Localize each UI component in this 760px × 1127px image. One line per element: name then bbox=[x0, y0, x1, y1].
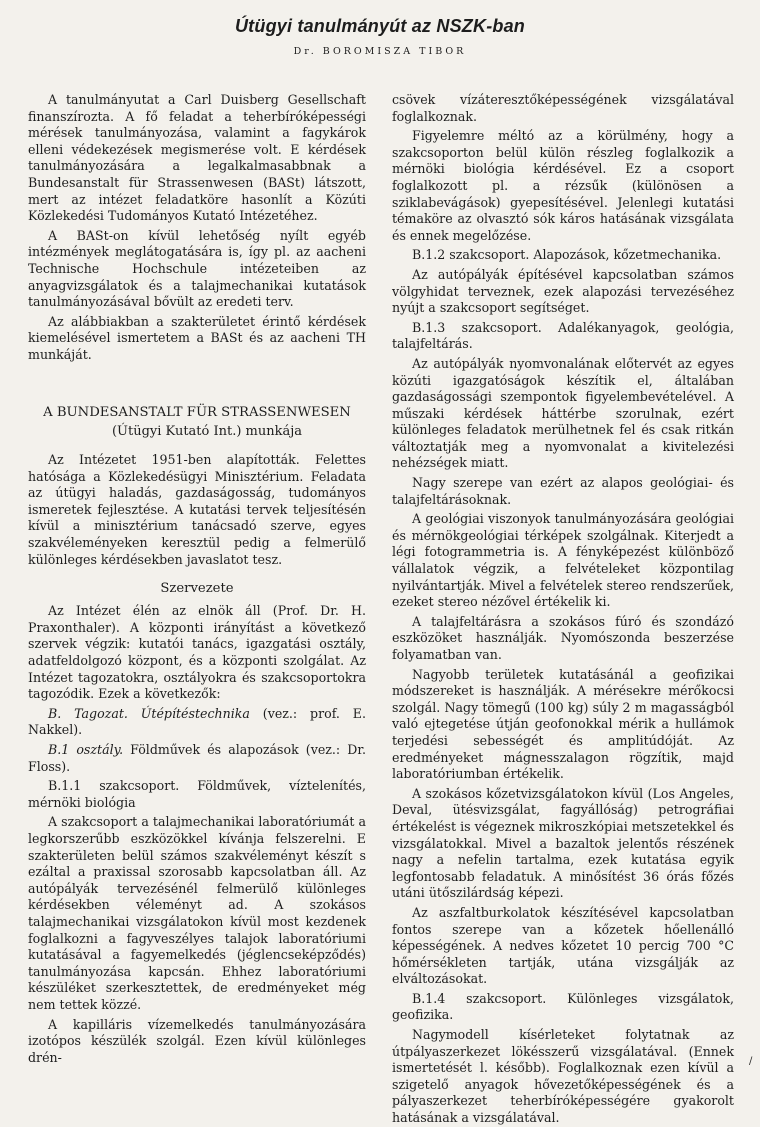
page-mark: / bbox=[749, 1056, 753, 1067]
paragraph: Figyelemre méltó az a körülmény, hogy a szakcsoporton belül külön részleg foglalkozik a mérnöki biológia kérdésével. Ez a csoport foglalkozott pl. a rézsűk (különösen a sziklabevágások) gyepesítésével. Jelenlegi kutatási témaköre az olvasztó sók káros hatásának vizsgálata és ennek megelőzése. bbox=[392, 128, 734, 243]
paragraph: Nagyobb területek kutatásánál a geofizikai módszereket is használják. A mérésekre mérőkocsi szolgál. Nagy tömegű (100 kg) súly 2 m magasságból való ejtegetése útján geofonokkal mérik a hullámok terjedési sebességét és amplitúdóját. Az eredményeket mágnesszalagon rögzítik, majd laboratóriumban értékelik. bbox=[392, 666, 734, 782]
paragraph: csövek vízáteresztőképességének vizsgálatával foglalkoznak. bbox=[392, 92, 734, 124]
italic-label: B.1 osztály. bbox=[48, 742, 124, 757]
paragraph: Az aszfaltburkolatok készítésével kapcsolatban fontos szerepe van a kőzetek hőellenálló képességének. A nedves kőzetet 10 percig 700 °C hőmérsékleten tartják, utána vizsgálják az elváltozásokat. bbox=[392, 904, 734, 987]
paragraph: Nagy szerepe van ezért az alapos geológiai- és talajfeltárásoknak. bbox=[392, 475, 734, 507]
paragraph: A szakcsoport a talajmechanikai laboratóriumát a legkorszerűbb eszközökkel kívánja felszerelni. E szakterületen belül számos szakvéleményt készít s ezáltal a praxissal szorosabb kapcsolatban áll. Az autópályák tervezésénél felmerülő különleges kérdésekben véleményt ad. A szokásos talajmechanikai vizsgálatokon kívül most kezdenek foglalkozni a fagyveszélyes talajok laboratóriumi kutatásával a fagyemelkedés (jéglencseképződés) tanulmányozása kapcsán. Ehhez laboratóriumi készüléket szerkesztettek, de eredményeket még nem tettek közzé. bbox=[28, 814, 366, 1012]
paragraph: A tanulmányutat a Carl Duisberg Gesellschaft finanszírozta. A fő feladat a teherbíróképességi mérések tanulmányozása, valamint a fagykárok elleni védekezések megismerése volt. E kérdések tanulmányozására a legalkalmasabbnak a Bundesanstalt für Strassenwesen (BASt) látszott, mert az intézet feladatköre hasonlít a Közúti Közlekedési Tudományos Kutató Intézetéhez. bbox=[28, 92, 366, 224]
paragraph: Az Intézet élén az elnök áll (Prof. Dr. H. Praxonthaler). A központi irányítást a következő szervek végzik: kutatói tanács, igazgatási osztály, adatfeldolgozó központ, és a központi szolgálat. Az Intézet tagozatokra, osztályokra és szakcsoportokra tagozódik. Ezek a következők: bbox=[28, 603, 366, 702]
paragraph: A geológiai viszonyok tanulmányozására geológiai és mérnökgeológiai térképek szolgálnak. Kiterjedt a légi fotogrammetria is. A fényképezést különböző vállalatok végzik, a felvételeket központilag nyilvántartják. Mivel a felvételek stereo rendszerűek, ezeket stereo nézővel értékelik ki. bbox=[392, 511, 734, 610]
paragraph: A kapilláris vízemelkedés tanulmányozására izotópos készülék szolgál. Ezen kívül különleges drén- bbox=[28, 1016, 366, 1065]
article-title: Útügyi tanulmányút az NSZK-ban bbox=[234, 16, 525, 36]
italic-label: B. Tagozat. Útépítéstechnika bbox=[48, 705, 250, 721]
author-line: Dr. BOROMISZA TIBOR bbox=[293, 46, 467, 57]
paragraph: B.1.4 szakcsoport. Különleges vizsgálatok, geofizika. bbox=[392, 990, 734, 1023]
paragraph: B.1.1 szakcsoport. Földművek, víztelenítés, mérnöki biológia bbox=[28, 778, 366, 810]
paragraph: B. Tagozat. Útépítéstechnika (vez.: prof. E. Nakkel). bbox=[28, 705, 366, 738]
paragraph: Az alábbiakban a szakterületet érintő kérdések kiemelésével ismertetem a BASt és az aacheni TH munkáját. bbox=[28, 313, 366, 362]
paragraph: B.1 osztály. Földművek és alapozások (vez.: Dr. Floss). bbox=[28, 742, 366, 774]
paragraph: B.1.3 szakcsoport. Adalékanyagok, geológia, talajfeltárás. bbox=[392, 319, 734, 352]
paragraph: Az Intézetet 1951-ben alapították. Felettes hatósága a Közlekedésügyi Minisztérium. Feladata az útügyi haladás, gazdaságosság, tudományos ismeretek fejlesztése. A kutatási tervek teljesítésén kívül a minisztérium tanácsadó szerve, egyes szakvéleményeken keresztül pedig a felmerülő különleges kérdésekben javaslatot tesz. bbox=[28, 452, 366, 567]
paragraph: Nagymodell kísérleteket folytatnak az útpályaszerkezet lökésszerű vizsgálatával. (Ennek ismertetését l. később). Foglalkoznak ezen kívül a szigetelő anyagok hővezetőképességének és a pályaszerkezet teherbíróképességére gyakorolt hatásának a vizsgálatával. bbox=[392, 1027, 734, 1126]
subsection-heading: Szervezete bbox=[160, 581, 234, 597]
paragraph: B.1.2 szakcsoport. Alapozások, kőzetmechanika. bbox=[412, 247, 722, 263]
section-heading: A BUNDESANSTALT FÜR STRASSENWESEN bbox=[43, 404, 351, 420]
paragraph: Az autópályák építésével kapcsolatban számos völgyhidat terveznek, ezek alapozási tervezéséhez nyújt a szakcsoport segítséget. bbox=[392, 266, 734, 316]
section-subheading: (Útügyi Kutató Int.) munkája bbox=[111, 423, 303, 439]
right-column bbox=[392, 92, 734, 1127]
left-column bbox=[28, 92, 366, 1066]
paragraph: A BASt-on kívül lehetőség nyílt egyéb intézmények meglátogatására is, így pl. az aacheni Technische Hochschule intézeteiben az anyagvizsgálatok és a talajmechanikai kutatások tanulmányozásával bővült az eredeti terv. bbox=[28, 227, 366, 310]
paragraph: Az autópályák nyomvonalának előtervét az egyes közúti igazgatóságok készítik el, általában gazdaságossági szempontok figyelembevételével. A műszaki kérdések háttérbe szorulnak, ezért különleges feladatok merülhetnek fel és csak ritkán változtatják meg a nyomvonalat a kivitelezési nehézségek miatt. bbox=[392, 355, 734, 471]
paragraph: A talajfeltárásra a szokásos fúró és szondázó eszközöket használják. Nyomószonda beszerzése folyamatban van. bbox=[392, 613, 734, 662]
paragraph: A szokásos kőzetvizsgálatokon kívül (Los Angeles, Deval, ütésvizsgálat, fagyállóság) petrográfiai értékelést is végeznek mikroszkópiai metszetekkel és vizsgálatokkal. Mivel a bazaltok jelentős részének nagy a nefelin tartalma, ezek kutatása egyik legfontosabb feladatuk. A minősítést 36 órás főzés utáni ütőszilárdság képezi. bbox=[392, 785, 734, 901]
